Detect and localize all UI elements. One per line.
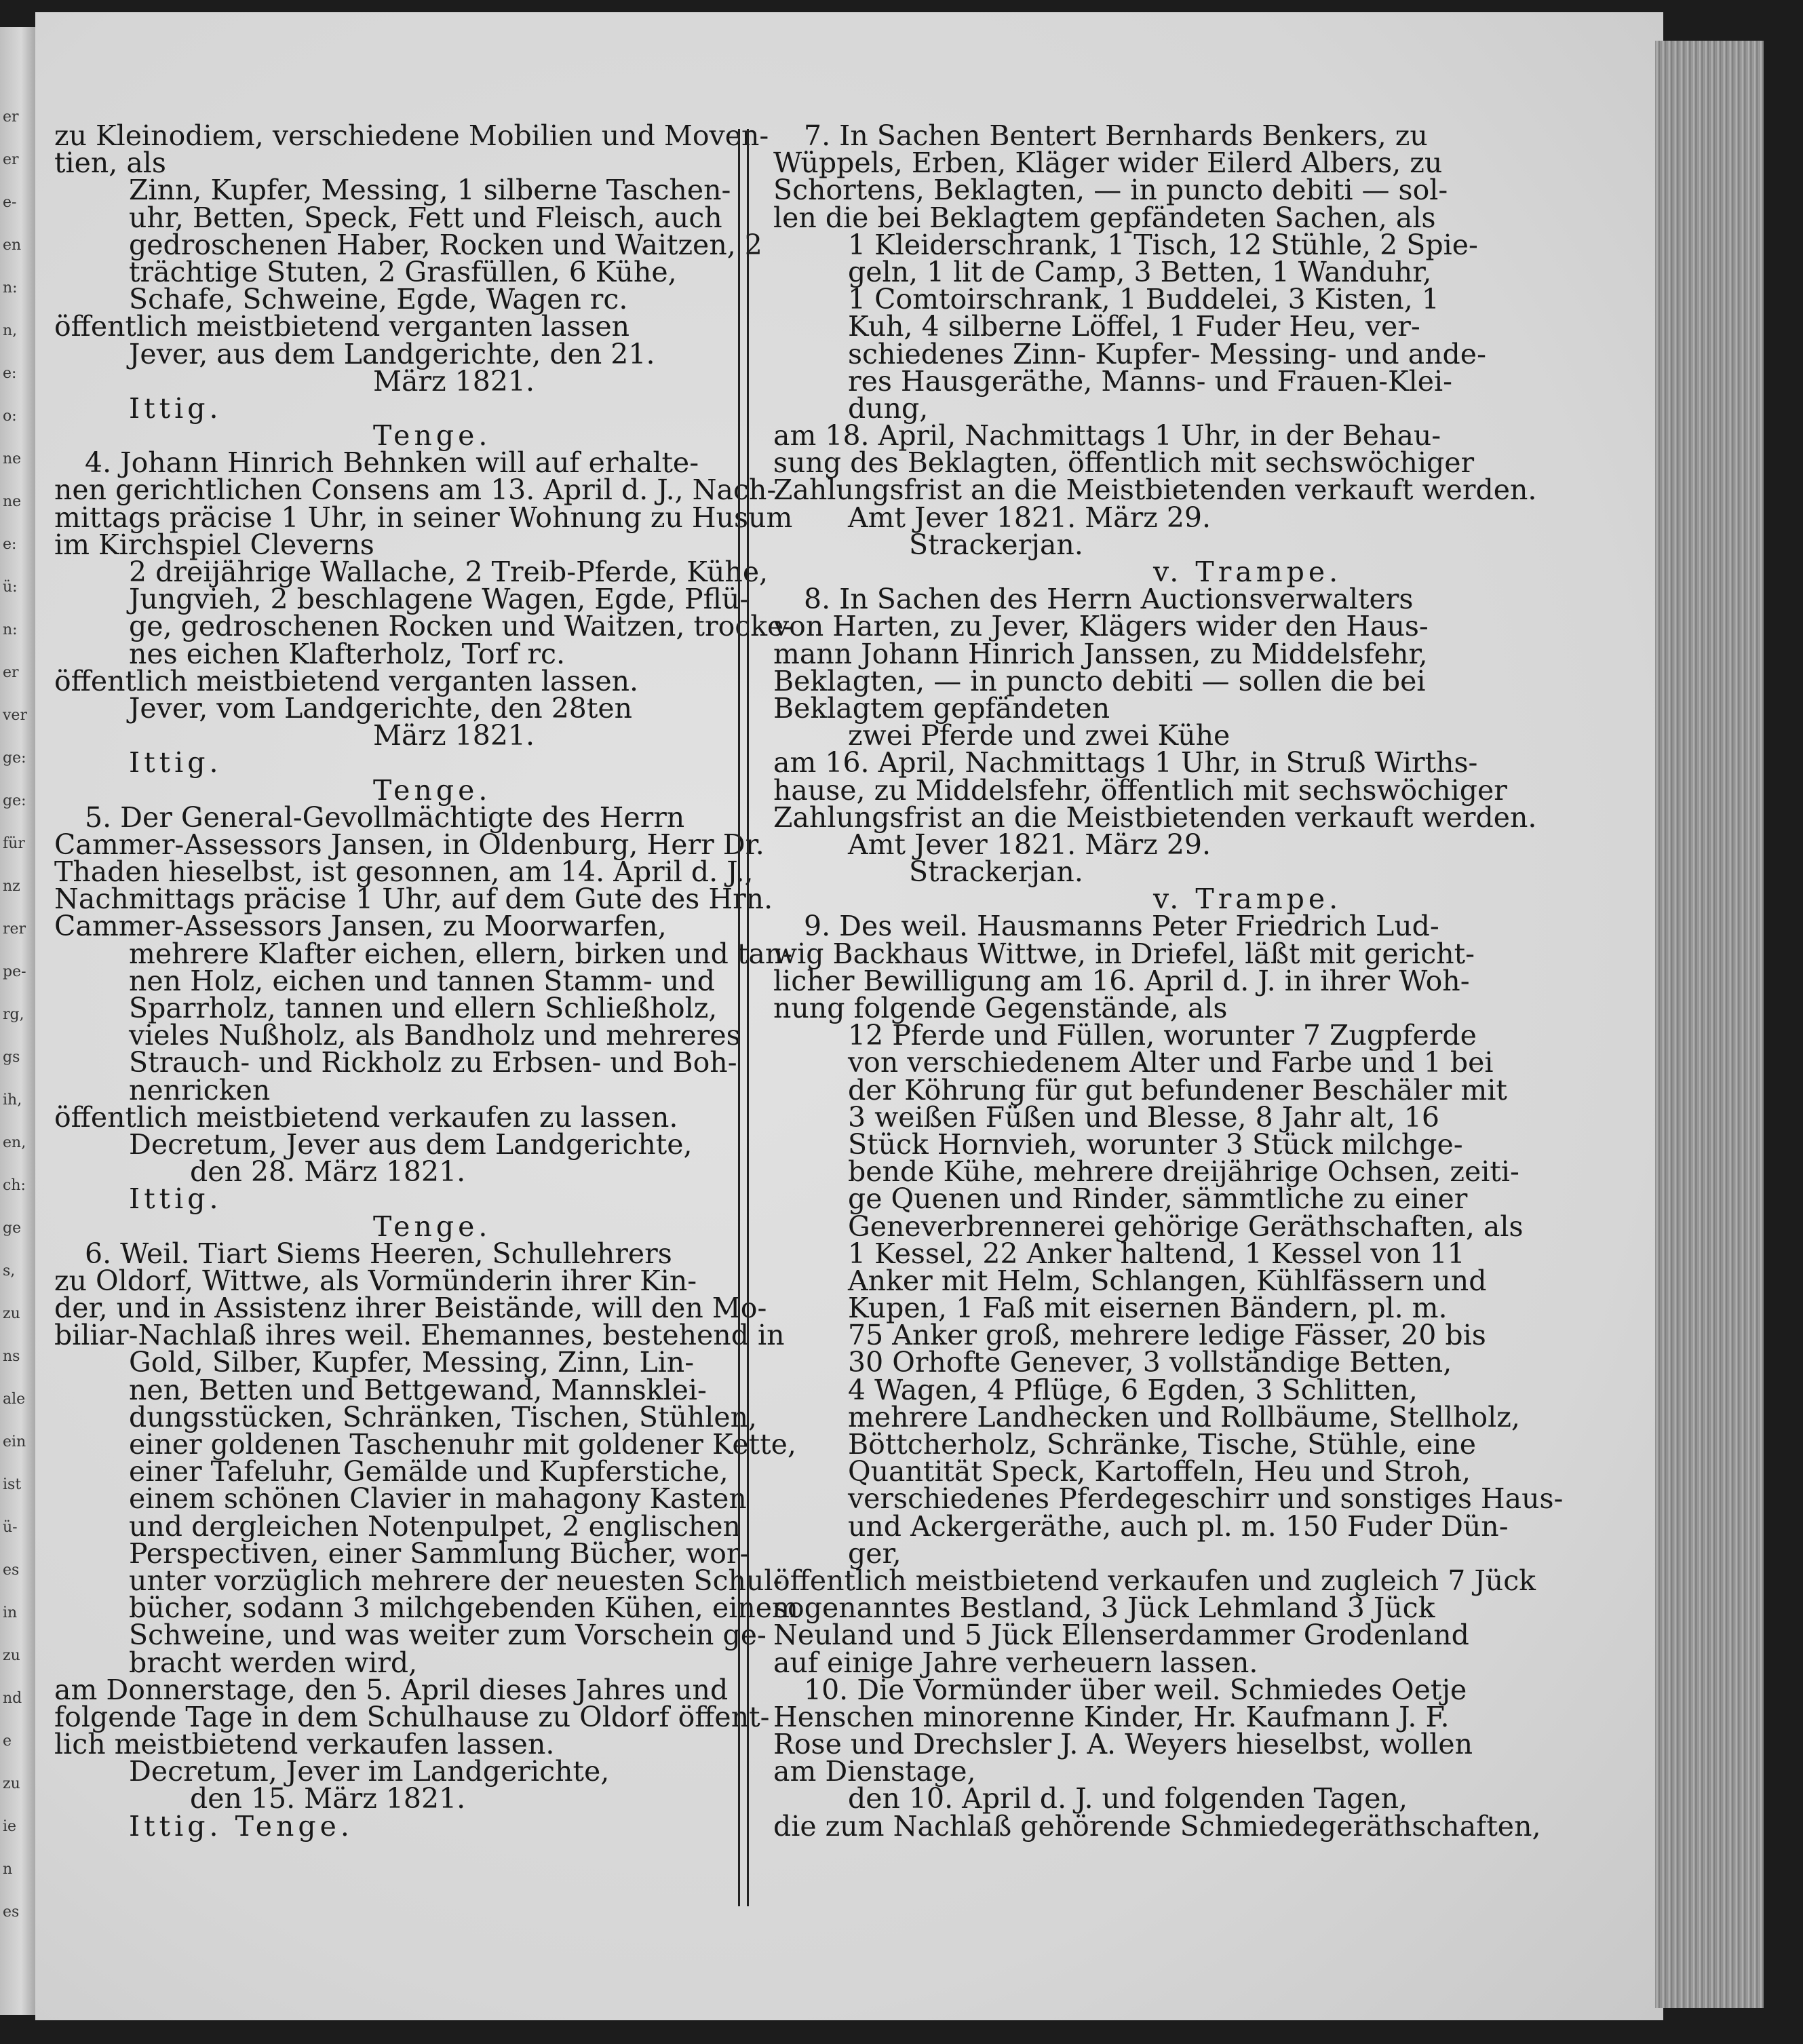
gutter-text-fragment: ch:: [3, 1177, 26, 1194]
right-column-line: Kuh, 4 silberne Löffel, 1 Fuder Heu, ver-: [848, 310, 1420, 343]
right-column-line: hause, zu Middelsfehr, öffentlich mit sechswöchiger: [773, 773, 1507, 807]
left-column-line: öffentlich meistbietend verkaufen zu lassen.: [54, 1100, 678, 1134]
gutter-text-fragment: ist: [3, 1476, 22, 1493]
right-column-line: wig Backhaus Wittwe, in Driefel, läßt mit gericht-: [773, 937, 1475, 970]
right-column-line: Stück Hornvieh, worunter 3 Stück milchge-: [848, 1127, 1463, 1161]
left-column-line: zu Oldorf, Wittwe, als Vormünderin ihrer Kin-: [54, 1264, 697, 1297]
left-column-line: am Donnerstage, den 5. April dieses Jahres und: [54, 1673, 729, 1706]
gutter-text-fragment: zu: [3, 1775, 20, 1792]
gutter-text-fragment: ein: [3, 1433, 26, 1450]
left-column-line: mehrere Klafter eichen, ellern, birken und tan-: [129, 937, 793, 970]
left-column-line: Gold, Silber, Kupfer, Messing, Zinn, Lin-: [129, 1346, 695, 1379]
right-column-line: am Dienstage,: [773, 1755, 976, 1788]
gutter-text-fragment: rg,: [3, 1006, 24, 1023]
right-column-line: verschiedenes Pferdegeschirr und sonstiges Haus-: [848, 1482, 1564, 1516]
right-column-line: 9. Des weil. Hausmanns Peter Friedrich Lud-: [804, 910, 1439, 943]
book-page-edges: [1655, 41, 1764, 2008]
left-column-line: uhr, Betten, Speck, Fett und Fleisch, auch: [129, 201, 722, 234]
left-column-line: öffentlich meistbietend verganten lassen.: [54, 664, 639, 697]
gutter-text-fragment: n: [3, 1861, 13, 1878]
gutter-text-fragment: es: [3, 1904, 20, 1921]
left-column-line: Decretum, Jever im Landgerichte,: [129, 1755, 610, 1788]
right-column-line: von Harten, zu Jever, Klägers wider den Haus-: [773, 610, 1429, 643]
right-column-line: auf einige Jahre verheuern lassen.: [773, 1646, 1258, 1679]
right-column-line: Zahlungsfrist an die Meistbietenden verkauft werden.: [773, 801, 1537, 834]
gutter-text-fragment: e: [3, 1733, 12, 1750]
gutter-text-fragment: ü:: [3, 579, 18, 596]
right-column-line: Wüppels, Erben, Kläger wider Eilerd Albers, zu: [773, 147, 1443, 180]
right-column-line: v. Trampe.: [1153, 883, 1342, 916]
right-column-line: ge Quenen und Rinder, sämmtliche zu einer: [848, 1182, 1468, 1216]
left-column-line: Decretum, Jever aus dem Landgerichte,: [129, 1127, 693, 1161]
left-column-line: nen, Betten und Bettgewand, Mannsklei-: [129, 1373, 707, 1406]
left-column-line: im Kirchspiel Cleverns: [54, 528, 374, 561]
left-column-line: Thaden hieselbst, ist gesonnen, am 14. April d. J.,: [54, 855, 754, 889]
gutter-text-fragment: ne: [3, 493, 22, 510]
right-column-line: Strackerjan.: [909, 855, 1083, 889]
right-column-line: am 18. April, Nachmittags 1 Uhr, in der Behau-: [773, 419, 1441, 452]
right-column-line: Amt Jever 1821. März 29.: [848, 828, 1211, 861]
right-column-line: 75 Anker groß, mehrere ledige Fässer, 20 bis: [848, 1319, 1486, 1352]
right-column-line: 10. Die Vormünder über weil. Schmiedes Oetje: [804, 1673, 1467, 1706]
left-column-line: Cammer-Assessors Jansen, zu Moorwarfen,: [54, 910, 667, 943]
gutter-text-fragment: zu: [3, 1305, 20, 1322]
left-column-line: Ittig.: [129, 746, 222, 779]
right-column-line: sung des Beklagten, öffentlich mit sechswöchiger: [773, 446, 1475, 480]
right-column-line: den 10. April d. J. und folgenden Tagen,: [848, 1782, 1408, 1815]
right-column-line: Zahlungsfrist an die Meistbietenden verkauft werden.: [773, 474, 1537, 507]
left-column-line: 5. Der General-Gevollmächtigte des Herrn: [85, 801, 685, 834]
left-column-line: Sparrholz, tannen und ellern Schließholz,: [129, 992, 718, 1024]
gutter-text-fragment: er: [3, 151, 19, 168]
right-column-line: Anker mit Helm, Schlangen, Kühlfässern und: [848, 1264, 1487, 1297]
right-column-line: Böttcherholz, Schränke, Tische, Stühle, eine: [848, 1428, 1477, 1461]
left-column-line: März 1821.: [373, 719, 535, 752]
gutter-text-fragment: er: [3, 109, 19, 126]
column-divider-rule: [738, 129, 749, 1906]
left-column-line: gedroschenen Haber, Rocken und Waitzen, 2: [129, 228, 762, 261]
gutter-text-fragment: e:: [3, 365, 17, 382]
left-column-line: 4. Johann Hinrich Behnken will auf erhalte-: [85, 446, 699, 480]
right-column: [773, 119, 1564, 1843]
gutter-text-fragment: n:: [3, 621, 18, 638]
left-column-line: nen gerichtlichen Consens am 13. April d. J., Nach-: [54, 474, 777, 507]
gutter-text-fragment: ge:: [3, 750, 26, 767]
left-column-line: Zinn, Kupfer, Messing, 1 silberne Taschen-: [129, 174, 731, 207]
right-column-line: dung,: [848, 391, 929, 425]
gutter-text-fragment: o:: [3, 408, 17, 425]
left-column-line: vieles Nußholz, als Bandholz und mehreres: [129, 1019, 741, 1052]
right-column-line: Quantität Speck, Kartoffeln, Heu und Stroh,: [848, 1455, 1471, 1488]
gutter-text-fragment: e:: [3, 536, 17, 553]
right-column-line: Neuland und 5 Jück Ellenserdammer Grodenland: [773, 1619, 1469, 1652]
right-column-line: 7. In Sachen Bentert Bernhards Benkers, zu: [804, 119, 1428, 152]
gutter-text-fragment: ie: [3, 1818, 17, 1835]
right-column-line: 1 Kleiderschrank, 1 Tisch, 12 Stühle, 2 Spie-: [848, 228, 1478, 261]
right-column-line: Rose und Drechsler J. A. Weyers hieselbst, wollen: [773, 1728, 1473, 1761]
left-column-line: öffentlich meistbietend verganten lassen: [54, 310, 630, 343]
right-column-line: Amt Jever 1821. März 29.: [848, 501, 1211, 534]
left-column-line: bracht werden wird,: [129, 1646, 418, 1679]
right-column-line: die zum Nachlaß gehörende Schmiedegeräthschaften,: [773, 1809, 1541, 1843]
right-column-line: öffentlich meistbietend verkaufen und zugleich 7 Jück: [773, 1564, 1536, 1597]
left-column-line: Jever, aus dem Landgerichte, den 21.: [129, 337, 655, 370]
gutter-text-fragment: pe-: [3, 963, 26, 980]
right-column-line: geln, 1 lit de Camp, 3 Betten, 1 Wanduhr,: [848, 255, 1432, 288]
right-column-line: Henschen minorenne Kinder, Hr. Kaufmann J. F.: [773, 1700, 1450, 1733]
right-column-line: mehrere Landhecken und Rollbäume, Stellholz,: [848, 1400, 1520, 1433]
right-column-line: Strackerjan.: [909, 528, 1083, 561]
left-column-line: Strauch- und Rickholz zu Erbsen- und Boh-: [129, 1046, 737, 1079]
right-column-line: licher Bewilligung am 16. April d. J. in ihrer Woh-: [773, 964, 1470, 997]
gutter-text-fragment: ns: [3, 1348, 20, 1365]
gutter-text-fragment: nz: [3, 878, 20, 895]
left-column-line: lich meistbietend verkaufen lassen.: [54, 1728, 555, 1761]
left-column-line: zu Kleinodiem, verschiedene Mobilien und Moven-: [54, 119, 769, 152]
left-column-line: biliar-Nachlaß ihres weil. Ehemannes, bestehend in: [54, 1319, 785, 1352]
left-column: [54, 119, 798, 1843]
gutter-text-fragment: es: [3, 1562, 20, 1579]
right-column-line: Beklagten, — in puncto debiti — sollen die bei: [773, 664, 1426, 697]
gutter-text-fragment: ge:: [3, 792, 26, 809]
gutter-text-fragment: e-: [3, 194, 17, 211]
right-column-line: bende Kühe, mehrere dreijährige Ochsen, zeiti-: [848, 1155, 1519, 1189]
facing-page-gutter: [0, 27, 35, 2015]
right-column-line: und Ackergeräthe, auch pl. m. 150 Fuder Dün-: [848, 1509, 1509, 1543]
right-column-line: 30 Orhofte Genever, 3 vollständige Betten,: [848, 1346, 1452, 1379]
right-column-line: len die bei Beklagtem gepfändeten Sachen, als: [773, 201, 1436, 234]
right-column-line: nung folgende Gegenstände, als: [773, 992, 1228, 1024]
left-column-line: tien, als: [54, 147, 166, 180]
left-column-line: ge, gedroschenen Rocken und Waitzen, trocke-: [129, 610, 794, 643]
left-column-line: Tenge.: [373, 773, 492, 807]
left-column-line: einer Tafeluhr, Gemälde und Kupferstiche,: [129, 1455, 729, 1488]
right-column-line: zwei Pferde und zwei Kühe: [848, 719, 1230, 752]
gutter-text-fragment: er: [3, 664, 19, 681]
left-column-line: Schweine, und was weiter zum Vorschein ge-: [129, 1619, 767, 1652]
gutter-text-fragment: ver: [3, 707, 27, 724]
left-column-line: folgende Tage in dem Schulhause zu Oldorf öffent-: [54, 1700, 770, 1733]
right-column-line: mann Johann Hinrich Janssen, zu Middelsfehr,: [773, 637, 1428, 670]
left-column-line: nes eichen Klafterholz, Torf rc.: [129, 637, 566, 670]
gutter-text-fragment: n:: [3, 279, 18, 296]
gutter-text-fragment: en,: [3, 1134, 26, 1151]
left-column-line: den 28. März 1821.: [190, 1155, 466, 1189]
left-column-line: Cammer-Assessors Jansen, in Oldenburg, Herr Dr.: [54, 828, 764, 861]
gutter-text-fragment: rer: [3, 921, 26, 938]
right-column-line: schiedenes Zinn- Kupfer- Messing- und ande-: [848, 337, 1486, 370]
gutter-text-fragment: ih,: [3, 1092, 22, 1108]
left-column-line: März 1821.: [373, 364, 535, 398]
left-column-line: einem schönen Clavier in mahagony Kasten: [129, 1482, 747, 1516]
left-column-line: Ittig.: [129, 1182, 222, 1216]
gutter-text-fragment: für: [3, 835, 25, 852]
left-column-line: dungsstücken, Schränken, Tischen, Stühlen,: [129, 1400, 758, 1433]
left-column-line: unter vorzüglich mehrere der neuesten Schul-: [129, 1564, 783, 1597]
left-column-line: der, und in Assistenz ihrer Beistände, will den Mo-: [54, 1292, 767, 1325]
left-column-line: Jever, vom Landgerichte, den 28ten: [129, 691, 633, 725]
right-column-line: 12 Pferde und Füllen, worunter 7 Zugpferde: [848, 1019, 1477, 1052]
right-column-line: 4 Wagen, 4 Pflüge, 6 Egden, 3 Schlitten,: [848, 1373, 1418, 1406]
left-column-line: Nachmittags präcise 1 Uhr, auf dem Gute des Hrn.: [54, 883, 773, 916]
right-column-line: am 16. April, Nachmittags 1 Uhr, in Struß Wirths-: [773, 746, 1478, 779]
left-column-line: bücher, sodann 3 milchgebenden Kühen, einem: [129, 1592, 798, 1625]
left-column-line: 2 dreijährige Wallache, 2 Treib-Pferde, Kühe,: [129, 556, 769, 588]
left-column-line: den 15. März 1821.: [190, 1782, 466, 1815]
right-column-line: v. Trampe.: [1153, 556, 1342, 588]
left-column-line: Schafe, Schweine, Egde, Wagen rc.: [129, 283, 628, 316]
left-column-line: Perspectiven, einer Sammlung Bücher, wor-: [129, 1537, 750, 1570]
left-column-line: nenricken: [129, 1073, 271, 1106]
gutter-text-fragment: ne: [3, 450, 22, 467]
right-column-line: 1 Comtoirschrank, 1 Buddelei, 3 Kisten, 1: [848, 283, 1439, 316]
left-column-line: Ittig. Tenge.: [129, 1809, 353, 1843]
right-column-line: 3 weißen Füßen und Blesse, 8 Jahr alt, 16: [848, 1100, 1439, 1134]
left-column-line: Jungvieh, 2 beschlagene Wagen, Egde, Pflü-: [129, 583, 750, 616]
gutter-text-fragment: n,: [3, 322, 18, 339]
left-column-line: mittags präcise 1 Uhr, in seiner Wohnung zu Husum: [54, 501, 793, 534]
right-column-line: Beklagtem gepfändeten: [773, 691, 1110, 725]
right-column-line: Geneverbrennerei gehörige Geräthschaften, als: [848, 1210, 1524, 1243]
gutter-text-fragment: ü-: [3, 1519, 18, 1536]
gutter-text-fragment: gs: [3, 1049, 20, 1066]
right-column-line: ger,: [848, 1537, 902, 1570]
gutter-text-fragment: zu: [3, 1647, 20, 1664]
gutter-text-fragment: in: [3, 1604, 18, 1621]
left-column-line: und dergleichen Notenpulpet, 2 englischen: [129, 1509, 741, 1543]
left-column-line: nen Holz, eichen und tannen Stamm- und: [129, 964, 716, 997]
right-column-line: sogenanntes Bestland, 3 Jück Lehmland 3 Jück: [773, 1592, 1435, 1625]
gutter-text-fragment: s,: [3, 1262, 16, 1279]
left-column-line: 6. Weil. Tiart Siems Heeren, Schullehrers: [85, 1237, 672, 1270]
right-column-line: Schortens, Beklagten, — in puncto debiti — sol-: [773, 174, 1448, 207]
right-column-line: von verschiedenem Alter und Farbe und 1 bei: [848, 1046, 1494, 1079]
gutter-text-fragment: ge: [3, 1220, 22, 1237]
right-column-line: Kupen, 1 Faß mit eisernen Bändern, pl. m.: [848, 1292, 1448, 1325]
right-column-line: 1 Kessel, 22 Anker haltend, 1 Kessel von 11: [848, 1237, 1465, 1270]
left-column-line: einer goldenen Taschenuhr mit goldener Kette,: [129, 1428, 796, 1461]
gutter-text-fragment: ale: [3, 1391, 26, 1408]
left-column-line: trächtige Stuten, 2 Grasfüllen, 6 Kühe,: [129, 255, 677, 288]
right-column-line: 8. In Sachen des Herrn Auctionsverwalters: [804, 583, 1414, 616]
gutter-text-fragment: en: [3, 237, 22, 254]
left-column-line: Tenge.: [373, 419, 492, 452]
right-column-line: res Hausgeräthe, Manns- und Frauen-Klei-: [848, 364, 1452, 398]
gutter-text-fragment: nd: [3, 1690, 22, 1707]
left-column-line: Ittig.: [129, 391, 222, 425]
right-column-line: der Köhrung für gut befundener Beschäler mit: [848, 1073, 1507, 1106]
left-column-line: Tenge.: [373, 1210, 492, 1243]
